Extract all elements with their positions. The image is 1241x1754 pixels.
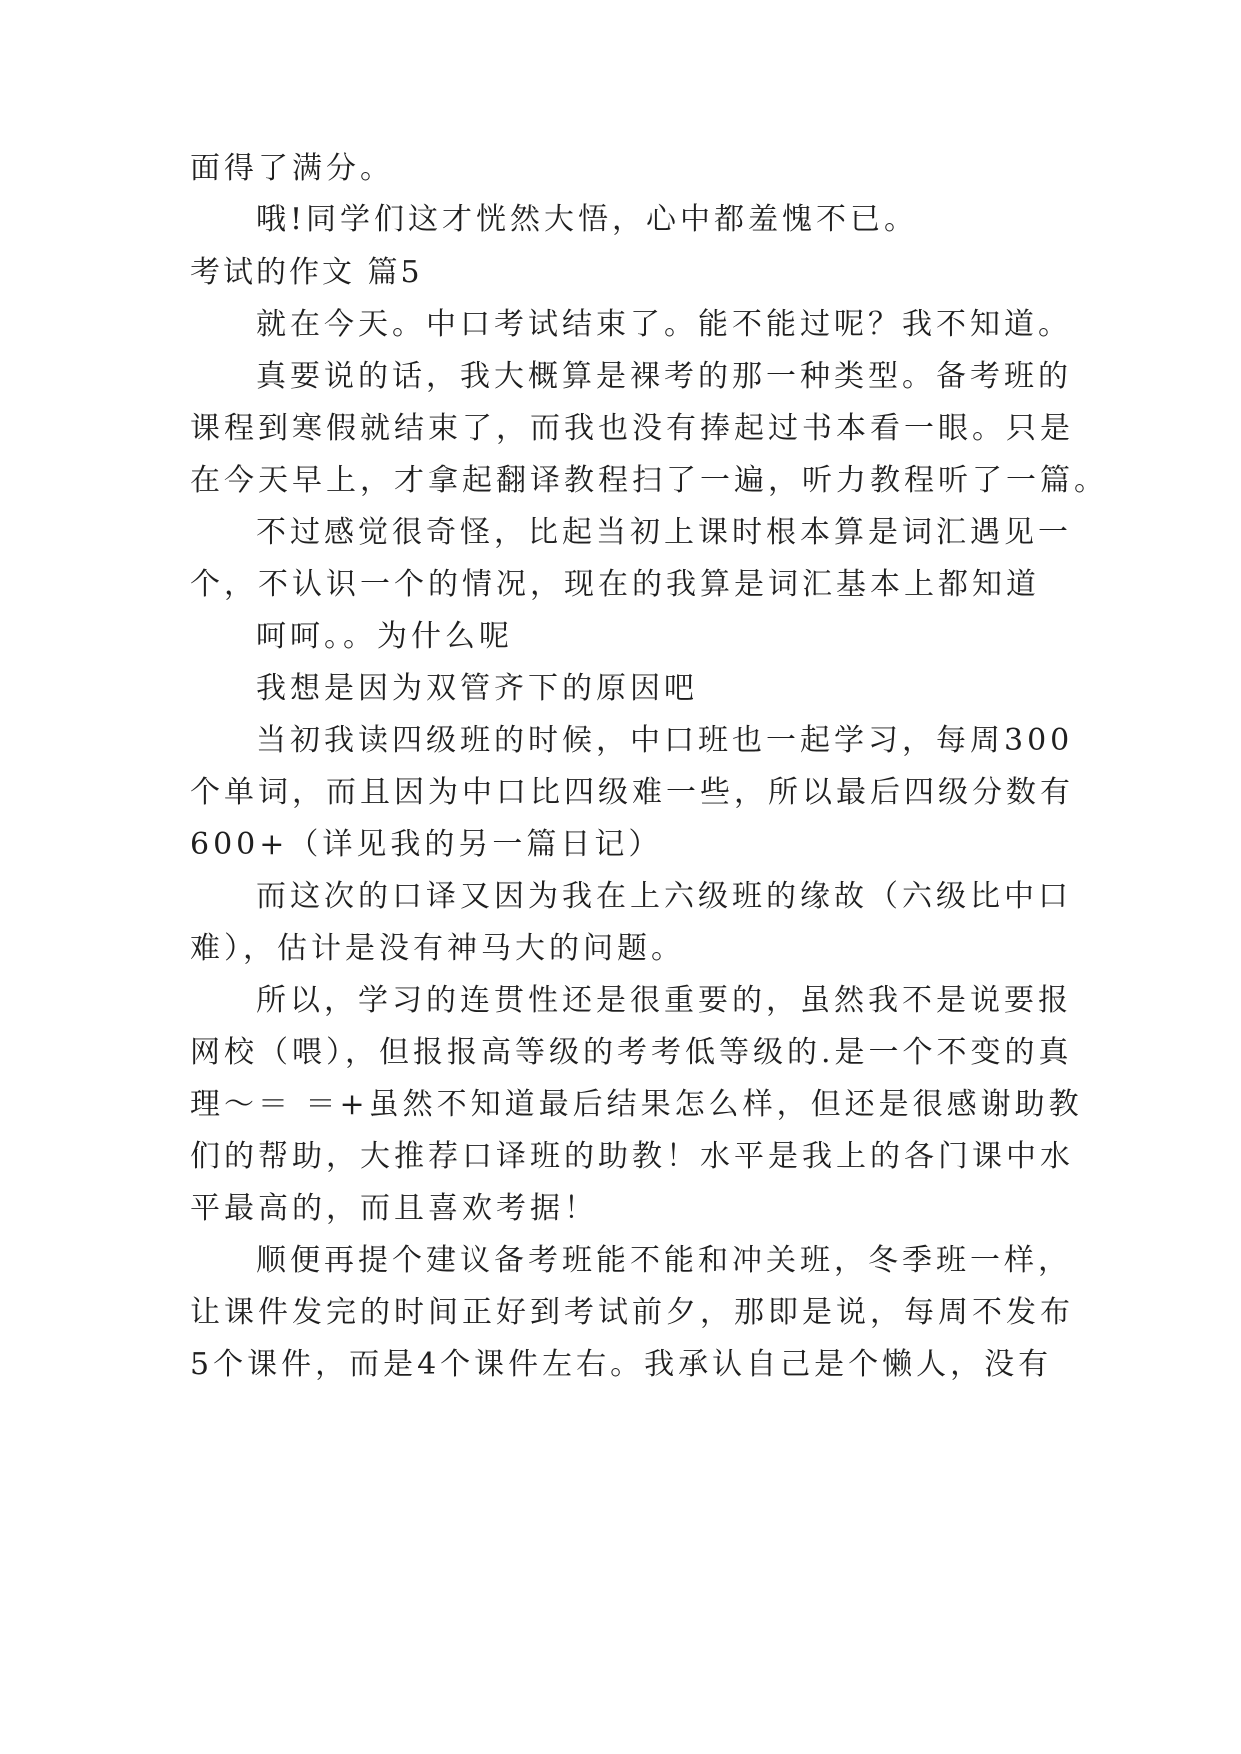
paragraph-line: 难），估计是没有神马大的问题。 — [190, 931, 685, 966]
paragraph-line: 理～＝ ＝+虽然不知道最后结果怎么样，但还是很感谢助教 — [190, 1087, 1083, 1122]
paragraph-line: 面得了满分。 — [190, 151, 394, 186]
paragraph-line: 平最高的，而且喜欢考据！ — [190, 1191, 598, 1226]
paragraph-line: 个单词，而且因为中口比四级难一些，所以最后四级分数有 — [190, 775, 1074, 810]
paragraph-line: 我想是因为双管齐下的原因吧 — [256, 671, 698, 706]
paragraph-line: 而这次的口译又因为我在上六级班的缘故（六级比中口 — [256, 879, 1072, 914]
paragraph-line: 在今天早上，才拿起翻译教程扫了一遍，听力教程听了一篇。 — [190, 463, 1108, 498]
paragraph-line: 课程到寒假就结束了，而我也没有捧起过书本看一眼。只是 — [190, 411, 1074, 446]
paragraph-line: 网校（喂），但报报高等级的考考低等级的.是一个不变的真 — [190, 1035, 1073, 1070]
paragraph-line: 让课件发完的时间正好到考试前夕，那即是说，每周不发布 — [190, 1295, 1074, 1330]
paragraph-line: 不过感觉很奇怪，比起当初上课时根本算是词汇遇见一 — [256, 515, 1072, 550]
paragraph-line: 600+（详见我的另一篇日记） — [190, 827, 663, 862]
paragraph-line: 所以，学习的连贯性还是很重要的，虽然我不是说要报 — [256, 983, 1072, 1018]
paragraph-line: 就在今天。中口考试结束了。能不能过呢？我不知道。 — [256, 307, 1072, 342]
paragraph-line: 5个课件，而是4个课件左右。我承认自己是个懒人，没有 — [190, 1347, 1053, 1382]
paragraph-line: 当初我读四级班的时候，中口班也一起学习，每周300 — [256, 723, 1074, 758]
paragraph-line: 顺便再提个建议备考班能不能和冲关班，冬季班一样， — [256, 1243, 1072, 1278]
paragraph-line: 哦!同学们这才恍然大悟，心中都羞愧不已。 — [256, 202, 919, 237]
paragraph-line: 呵呵。。为什么呢 — [256, 619, 513, 654]
paragraph-line: 真要说的话，我大概算是裸考的那一种类型。备考班的 — [256, 359, 1072, 394]
paragraph-line: 个，不认识一个的情况，现在的我算是词汇基本上都知道 — [190, 567, 1040, 602]
paragraph-line: 们的帮助，大推荐口译班的助教！水平是我上的各门课中水 — [190, 1139, 1074, 1174]
section-heading: 考试的作文 篇5 — [190, 255, 423, 290]
